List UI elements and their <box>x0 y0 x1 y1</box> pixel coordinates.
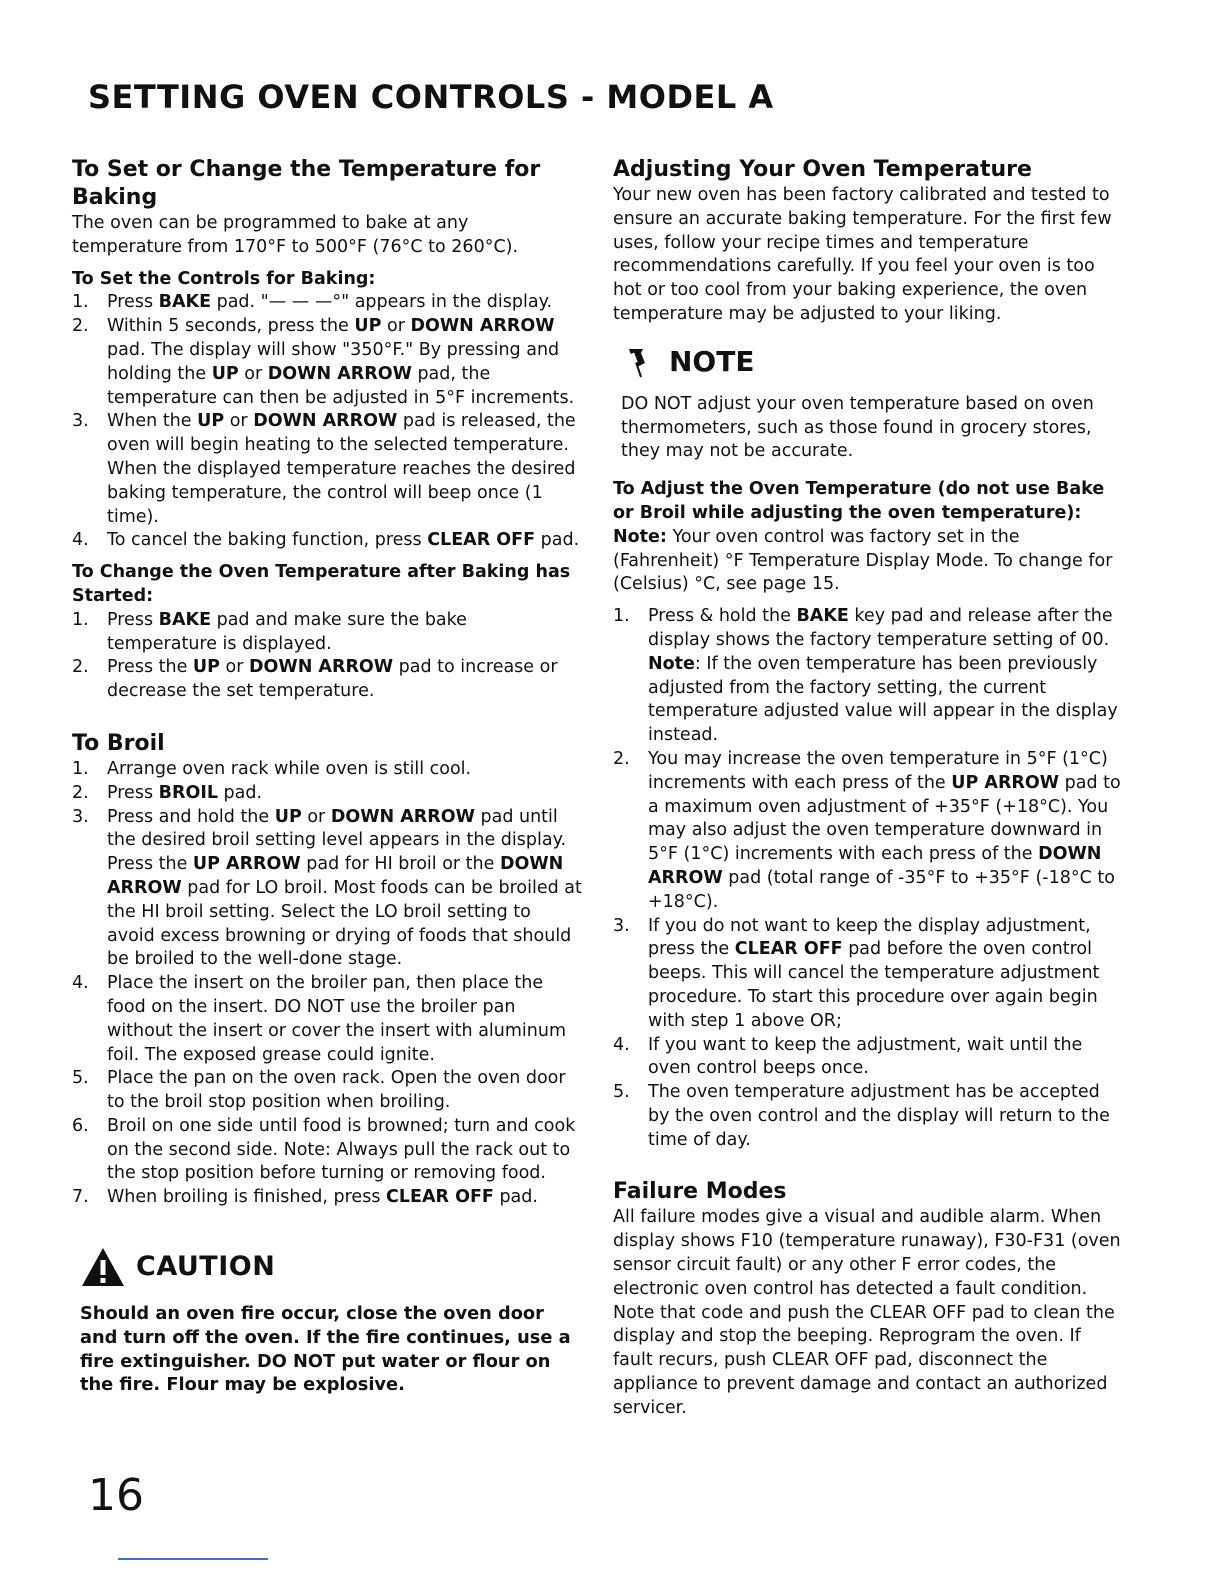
temperature-intro: The oven can be programmed to bake at any temperature from 170°F to 500°F (76°C to 260°C). <box>72 213 519 257</box>
note-label: NOTE <box>669 344 755 378</box>
list-item <box>72 758 582 782</box>
list-item <box>613 1034 1125 1082</box>
list-item <box>613 605 1125 748</box>
list-item <box>72 806 582 973</box>
step-text: Press BROIL pad. <box>107 782 263 803</box>
subheading-adjust-procedure: To Adjust the Oven Temperature (do not use Bake or Broil while adjusting the oven temperature): <box>613 479 1105 523</box>
page-number: 16 <box>88 1470 144 1521</box>
adjust-steps <box>613 605 1125 1152</box>
step-number: 4. <box>72 973 89 994</box>
step-number: 1. <box>72 292 89 313</box>
list-item <box>613 1081 1125 1152</box>
step-text: The oven temperature adjustment has be accepted by the oven control and the display will return to the time of day. <box>648 1082 1110 1150</box>
step-number: 7. <box>72 1187 89 1208</box>
step-number: 1. <box>72 609 89 630</box>
section-heading-broil: To Broil <box>72 730 165 756</box>
step-text: When broiling is finished, press CLEAR OFF pad. <box>107 1187 538 1208</box>
right-column <box>613 156 1125 1421</box>
step-number: 2. <box>72 657 89 678</box>
change-temperature-steps <box>72 609 582 704</box>
step-text: Broil on one side until food is browned; turn and cook on the second side. Note: Always pull the rack out to the stop position before turning or removing food. <box>107 1115 576 1184</box>
step-number: 3. <box>613 915 630 936</box>
section-heading-failure-modes: Failure Modes <box>613 1179 787 1205</box>
adjust-procedure-note: Note: Your oven control was factory set in the (Fahrenheit) °F Temperature Display Mode. To change for (Celsius) °C, see page 15. <box>613 526 1113 595</box>
caution-label: CAUTION <box>136 1251 276 1283</box>
subheading-change-temperature: To Change the Oven Temperature after Baking has Started: <box>72 562 571 606</box>
list-item <box>72 1186 582 1210</box>
pushpin-icon <box>621 345 655 379</box>
list-item <box>72 1115 582 1186</box>
step-number: 2. <box>72 316 89 337</box>
step-number: 4. <box>72 530 89 551</box>
divider <box>118 1558 268 1560</box>
list-item <box>72 609 582 657</box>
caution-header <box>80 1246 582 1288</box>
step-number: 1. <box>613 606 630 627</box>
list-item <box>72 529 582 553</box>
step-text: Press the UP or DOWN ARROW pad to increase or decrease the set temperature. <box>107 657 558 702</box>
caution-text: Should an oven fire occur, close the oven door and turn off the oven. If the fire continues, use a fire extinguisher. DO NOT put water or flour on the fire. Flour may be explosive. <box>80 1303 571 1396</box>
list-item <box>613 748 1125 915</box>
step-number: 1. <box>72 758 89 779</box>
step-text: Press & hold the BAKE key pad and release after the display shows the factory temperature setting of 00. Note: If the oven temperature has been previously adjusted from the factory setting, the current temperature adjusted value will appear in the display instead. <box>648 606 1118 746</box>
step-text: When the UP or DOWN ARROW pad is released, the oven will begin heating to the selected temperature. When the displayed temperature reaches the desired baking temperature, the control will beep once (1 time). <box>107 411 576 527</box>
step-text: You may increase the oven temperature in 5°F (1°C) increments with each press of the UP ARROW pad to a maximum oven adjustment of +35°F (+18°C). You may also adjust the oven temperature downward in 5°F (1°C) increments with each press of the DOWN ARROW pad (total range of -35°F to +35°F (-18°C to +18°C). <box>648 748 1121 912</box>
step-number: 3. <box>72 411 89 432</box>
step-number: 5. <box>613 1082 630 1103</box>
left-column <box>72 156 582 1397</box>
note-text: DO NOT adjust your oven temperature based on oven thermometers, such as those found in grocery stores, they may not be accurate. <box>621 393 1094 462</box>
list-item <box>72 410 582 529</box>
list-item <box>72 782 582 806</box>
step-number: 3. <box>72 806 89 827</box>
section-heading-adjust-temperature: Adjusting Your Oven Temperature <box>613 157 1032 182</box>
step-number: 4. <box>613 1034 630 1055</box>
step-text: Press and hold the UP or DOWN ARROW pad until the desired broil setting level appears in the display. Press the UP ARROW pad for HI broil or the DOWN ARROW pad for LO broil. Most foods can be broiled at the HI broil setting. Select the LO broil setting to avoid excess browning or drying of foods that should be broiled to the well-done stage. <box>107 806 582 970</box>
step-number: 5. <box>72 1068 89 1089</box>
step-text: Arrange oven rack while oven is still cool. <box>107 758 472 779</box>
list-item <box>72 656 582 704</box>
page-title: SETTING OVEN CONTROLS - MODEL A <box>88 78 774 116</box>
list-item <box>613 915 1125 1034</box>
step-number: 2. <box>72 782 89 803</box>
subheading-set-controls: To Set the Controls for Baking: <box>72 268 376 289</box>
failure-modes-text: All failure modes give a visual and audible alarm. When display shows F10 (temperature runaway), F30-F31 (oven sensor circuit fault) or any other F error codes, the electronic oven control has detected a fault condition. Note that code and push the CLEAR OFF pad to clean the display and stop the beeping. Reprogram the oven. If fault recurs, push CLEAR OFF pad, disconnect the appliance to prevent damage and contact an authorized servicer. <box>613 1207 1121 1418</box>
step-text: If you want to keep the adjustment, wait until the oven control beeps once. <box>648 1034 1083 1079</box>
step-number: 6. <box>72 1115 89 1136</box>
step-text: Press BAKE pad and make sure the bake temperature is displayed. <box>107 609 467 654</box>
step-number: 2. <box>613 748 630 769</box>
broil-steps <box>72 758 582 1210</box>
step-text: Place the insert on the broiler pan, then place the food on the insert. DO NOT use the broiler pan without the insert or cover the insert with aluminum foil. The exposed grease could ignite. <box>107 973 567 1065</box>
list-item <box>72 315 582 410</box>
note-header <box>621 345 1125 379</box>
step-text: Press BAKE pad. "— — —°" appears in the display. <box>107 292 553 313</box>
adjust-intro: Your new oven has been factory calibrated and tested to ensure an accurate baking temperature. For the first few uses, follow your recipe times and temperature recommendations carefully. If you feel your oven is too hot or too cool from your baking experience, the oven temperature may be adjusted to your liking. <box>613 185 1112 324</box>
step-text: Place the pan on the oven rack. Open the oven door to the broil stop position when broiling. <box>107 1068 566 1113</box>
list-item <box>72 972 582 1067</box>
list-item <box>72 291 582 315</box>
step-text: To cancel the baking function, press CLEAR OFF pad. <box>107 530 580 551</box>
warning-icon <box>80 1246 126 1288</box>
section-heading-set-temperature: To Set or Change the Temperature for Baking <box>72 157 541 210</box>
step-text: If you do not want to keep the display adjustment, press the CLEAR OFF pad before the oven control beeps. This will cancel the temperature adjustment procedure. To start this procedure over again begin with step 1 above OR; <box>648 915 1100 1031</box>
list-item <box>72 1067 582 1115</box>
set-controls-steps <box>72 291 582 553</box>
step-text: Within 5 seconds, press the UP or DOWN ARROW pad. The display will show "350°F." By pressing and holding the UP or DOWN ARROW pad, the temperature can then be adjusted in 5°F increments. <box>107 316 575 408</box>
